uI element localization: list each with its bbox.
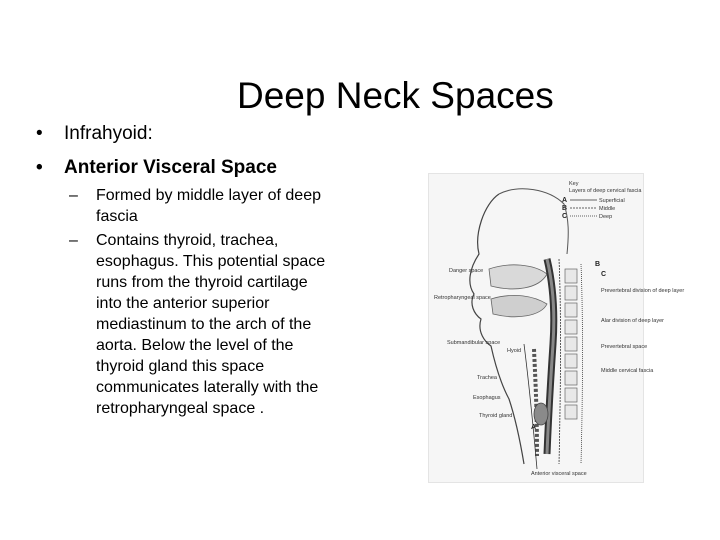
page-title: Deep Neck Spaces [237, 75, 554, 116]
thyroid-gland-shape [534, 403, 548, 425]
vertebral-column [565, 269, 577, 419]
bullet-marker: • [36, 123, 43, 144]
key-letter-a: A [562, 197, 568, 204]
bullet-text: Anterior Visceral Space [64, 157, 277, 178]
neck-anatomy-figure [428, 173, 685, 483]
face-profile-outline [470, 194, 524, 464]
tongue [491, 295, 547, 316]
figure-letter-a: A [531, 424, 537, 431]
bullet-list [36, 120, 336, 426]
figure-letter-c: C [601, 271, 607, 278]
label-esophagus: Esophagus [473, 395, 501, 401]
anatomy-illustration [429, 174, 685, 482]
key-letter-b: B [562, 205, 568, 212]
label-alar-division: Alar division of deep layer [601, 318, 664, 324]
sub-bullet-marker: – [69, 232, 78, 249]
label-trachea: Trachea [477, 375, 497, 381]
key-title: Key [569, 181, 579, 187]
sub-bullet-contains [64, 230, 336, 419]
nasal-cavity [489, 265, 547, 289]
label-prevertebral-division: Prevertebral division of deep layer [601, 288, 685, 294]
sub-bullet-list [64, 185, 336, 419]
bullet-anterior-visceral-space [36, 154, 336, 419]
key-label-a: Superficial [599, 198, 625, 204]
key-subtitle: Layers of deep cervical fascia [569, 188, 642, 194]
figure-letter-b: B [595, 261, 601, 268]
bullet-infrahyoid [36, 120, 336, 147]
skull-outline [499, 189, 568, 254]
key-letter-c: C [562, 213, 568, 220]
fascia-middle-layer [559, 259, 561, 464]
label-submandibular-space: Submandibular space [447, 340, 501, 346]
sub-bullet-formed-by [64, 185, 336, 227]
bullet-marker: • [36, 157, 43, 178]
label-middle-cervical-fascia: Middle cervical fascia [601, 368, 654, 374]
label-anterior-visceral-space: Anterior visceral space [531, 471, 587, 477]
sub-bullet-text: Formed by middle layer of deep fascia [96, 187, 321, 225]
label-retropharyngeal-space: Retropharyngeal space [434, 295, 491, 301]
label-thyroid-gland: Thyroid gland [479, 413, 513, 419]
sub-bullet-marker: – [69, 187, 78, 204]
fascia-deep-layer [581, 264, 583, 464]
sub-bullet-text: Contains thyroid, trachea, esophagus. This potential space runs from the thyroid cartilage into the anterior superior mediastinum to the arch of the aorta. Below the level of the thyroid gland this space communicates laterally with the retropharyngeal space . [96, 232, 326, 417]
key-label-c: Deep [599, 214, 613, 220]
label-danger-space: Danger space [449, 268, 484, 274]
bullet-text: Infrahyoid: [64, 123, 153, 144]
key-label-b: Middle [599, 206, 616, 212]
label-hyoid: Hyoid [507, 348, 522, 354]
label-prevertebral-space: Prevertebral space [601, 344, 648, 350]
